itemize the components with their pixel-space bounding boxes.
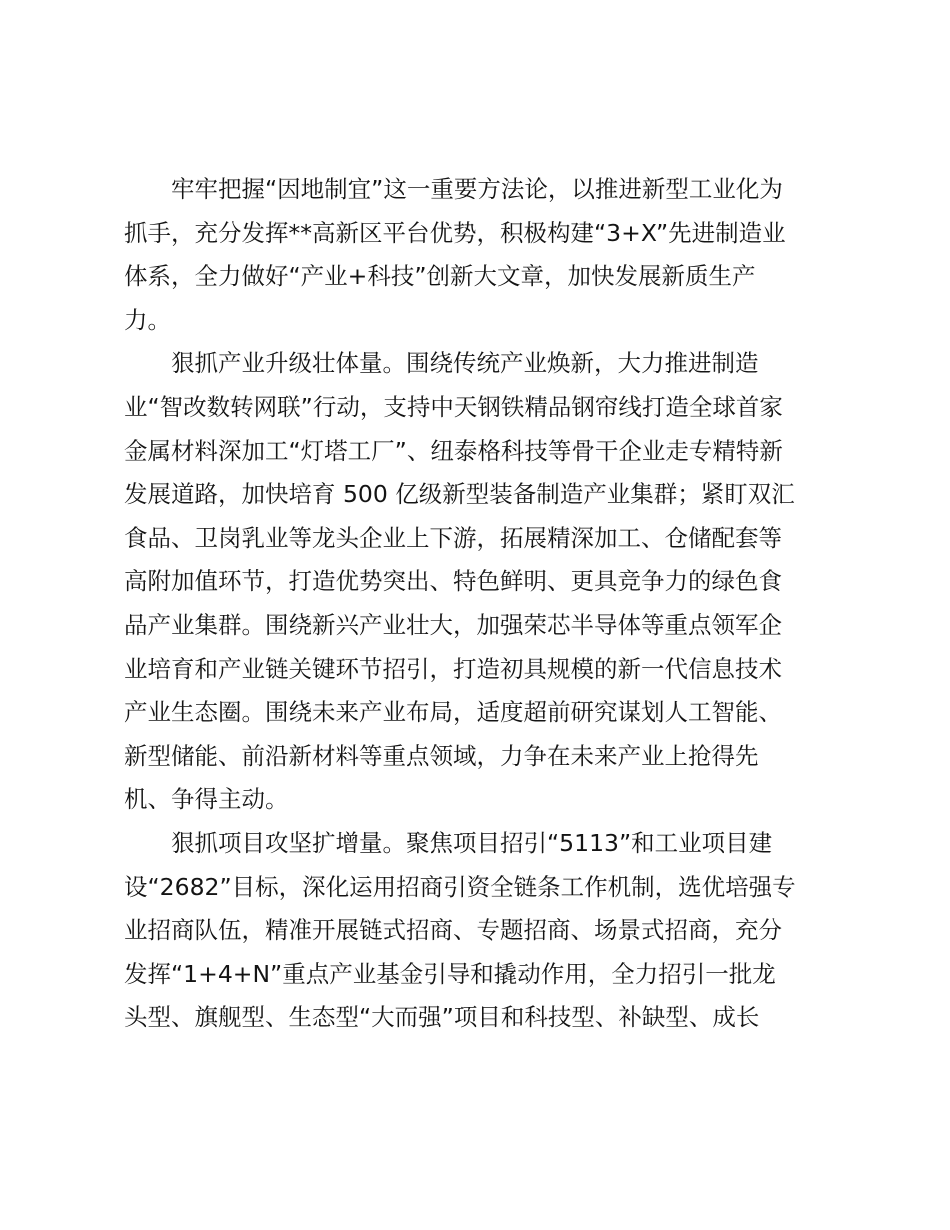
text-line: 体系，全力做好“产业+科技”创新大文章，加快发展新质生产 [124, 262, 756, 291]
text-line: 发挥“1+4+N”重点产业基金引导和撬动作用，全力招引一批龙 [124, 959, 776, 988]
text-line: 头型、旗舰型、生态型“大而强”项目和科技型、补缺型、成长 [124, 1003, 760, 1032]
text-line: 力。 [124, 305, 171, 334]
text-line: 机、争得主动。 [124, 785, 289, 814]
document-body [124, 168, 830, 1040]
text-line: 抓手，充分发挥**高新区平台优势，积极构建“3+X”先进制造业 [124, 218, 786, 247]
text-line: 食品、卫岗乳业等龙头企业上下游，拓展精深加工、仓储配套等 [124, 523, 782, 552]
text-line: 产业生态圈。围绕未来产业布局，适度超前研究谋划人工智能、 [124, 698, 782, 727]
text-line: 金属材料深加工“灯塔工厂”、纽泰格科技等骨干企业走专精特新 [124, 436, 783, 465]
text-line: 新型储能、前沿新材料等重点领域，力争在未来产业上抢得先 [124, 741, 759, 770]
text-line: 狠抓项目攻坚扩增量。聚焦项目招引“5113”和工业项目建 [171, 828, 773, 857]
text-line: 设“2682”目标，深化运用招商引资全链条工作机制，选优培强专 [124, 872, 796, 901]
text-line: 高附加值环节，打造优势突出、特色鲜明、更具竞争力的绿色食 [124, 567, 782, 596]
text-line: 业招商队伍，精准开展链式招商、专题招商、场景式招商，充分 [124, 916, 782, 945]
paragraph-industry-upgrade [124, 342, 830, 822]
paragraph-intro [124, 168, 830, 342]
paragraph-project-attack [124, 822, 830, 1040]
text-line: 发展道路，加快培育 500 亿级新型装备制造产业集群；紧盯双汇 [124, 480, 795, 509]
text-line: 业培育和产业链关键环节招引，打造初具规模的新一代信息技术 [124, 654, 782, 683]
text-line: 品产业集群。围绕新兴产业壮大，加强荣芯半导体等重点领军企 [124, 610, 782, 639]
text-line: 牢牢把握“因地制宜”这一重要方法论，以推进新型工业化为 [171, 175, 783, 203]
text-line: 狠抓产业升级壮体量。围绕传统产业焕新，大力推进制造 [171, 349, 759, 378]
text-line: 业“智改数转网联”行动，支持中天钢铁精品钢帘线打造全球首家 [124, 392, 783, 421]
